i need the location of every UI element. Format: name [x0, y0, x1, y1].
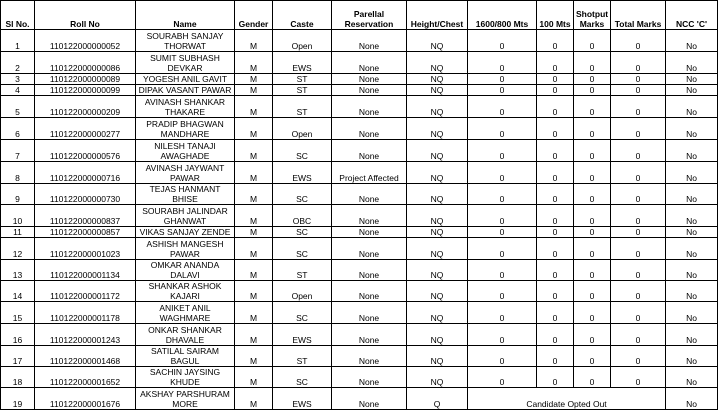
cell-caste: EWS: [273, 162, 332, 184]
cell-caste: SC: [273, 227, 332, 238]
cell-sl: 13: [1, 260, 35, 281]
cell-reservation: None: [332, 30, 407, 52]
cell-shotput: 0: [574, 30, 611, 52]
cell-total: 0: [611, 281, 666, 302]
cell-caste: SC: [273, 238, 332, 260]
cell-m1600: 0: [468, 30, 537, 52]
cell-total: 0: [611, 367, 666, 388]
cell-shotput: 0: [574, 52, 611, 74]
col-100: 100 Mts: [537, 1, 574, 30]
cell-m100: 0: [537, 140, 574, 162]
cell-roll: 110122000000576: [35, 140, 136, 162]
cell-height: NQ: [407, 227, 468, 238]
cell-m100: 0: [537, 281, 574, 302]
cell-total: 0: [611, 324, 666, 346]
cell-shotput: 0: [574, 260, 611, 281]
cell-caste: ST: [273, 74, 332, 85]
cell-m1600: 0: [468, 238, 537, 260]
col-1600: 1600/800 Mts: [468, 1, 537, 30]
cell-total: 0: [611, 227, 666, 238]
cell-m1600: 0: [468, 85, 537, 96]
cell-m100: 0: [537, 367, 574, 388]
cell-sl: 6: [1, 118, 35, 140]
cell-m100: 0: [537, 85, 574, 96]
cell-caste: EWS: [273, 324, 332, 346]
table-row: [1, 367, 718, 388]
cell-caste: Open: [273, 118, 332, 140]
cell-shotput: 0: [574, 74, 611, 85]
cell-total: 0: [611, 260, 666, 281]
cell-m100: 0: [537, 184, 574, 205]
cell-sl: 11: [1, 227, 35, 238]
cell-caste: ST: [273, 260, 332, 281]
table-row: [1, 260, 718, 281]
col-caste: Caste: [273, 1, 332, 30]
cell-height: NQ: [407, 367, 468, 388]
cell-height: NQ: [407, 85, 468, 96]
cell-gender: M: [235, 281, 273, 302]
cell-m1600: 0: [468, 302, 537, 324]
cell-sl: 4: [1, 85, 35, 96]
cell-gender: M: [235, 118, 273, 140]
cell-name: SATILAL SAIRAM BAGUL: [136, 346, 235, 367]
cell-ncc: No: [666, 367, 718, 388]
col-gender: Gender: [235, 1, 273, 30]
col-total: Total Marks: [611, 1, 666, 30]
cell-total: 0: [611, 140, 666, 162]
cell-reservation: None: [332, 388, 407, 410]
cell-height: NQ: [407, 96, 468, 118]
cell-ncc: No: [666, 30, 718, 52]
cell-gender: M: [235, 30, 273, 52]
cell-shotput: 0: [574, 184, 611, 205]
cell-name: ANIKET ANIL WAGHMARE: [136, 302, 235, 324]
cell-gender: M: [235, 96, 273, 118]
cell-m100: 0: [537, 74, 574, 85]
cell-m100: 0: [537, 118, 574, 140]
table-row: [1, 162, 718, 184]
cell-total: 0: [611, 162, 666, 184]
cell-m100: 0: [537, 30, 574, 52]
cell-sl: 8: [1, 162, 35, 184]
cell-sl: 17: [1, 346, 35, 367]
cell-total: 0: [611, 30, 666, 52]
cell-gender: M: [235, 238, 273, 260]
table-body: [1, 30, 718, 410]
cell-total: 0: [611, 52, 666, 74]
cell-height: NQ: [407, 162, 468, 184]
cell-roll: 110122000000730: [35, 184, 136, 205]
cell-roll: 110122000000052: [35, 30, 136, 52]
cell-roll: 110122000001652: [35, 367, 136, 388]
cell-roll: 110122000001172: [35, 281, 136, 302]
cell-reservation: None: [332, 227, 407, 238]
cell-name: SHANKAR ASHOK KAJARI: [136, 281, 235, 302]
table-row: [1, 227, 718, 238]
cell-reservation: None: [332, 238, 407, 260]
cell-roll: 110122000000837: [35, 205, 136, 227]
cell-caste: SC: [273, 367, 332, 388]
cell-gender: M: [235, 302, 273, 324]
cell-roll: 110122000001468: [35, 346, 136, 367]
cell-gender: M: [235, 162, 273, 184]
cell-name: SOURABH JALINDAR GHANWAT: [136, 205, 235, 227]
table-row: [1, 74, 718, 85]
cell-ncc: No: [666, 302, 718, 324]
cell-reservation: None: [332, 260, 407, 281]
cell-height: NQ: [407, 140, 468, 162]
table-row: [1, 324, 718, 346]
cell-m1600: 0: [468, 205, 537, 227]
cell-gender: M: [235, 140, 273, 162]
cell-shotput: 0: [574, 302, 611, 324]
cell-shotput: 0: [574, 281, 611, 302]
cell-m100: 0: [537, 96, 574, 118]
cell-sl: 18: [1, 367, 35, 388]
cell-ncc: No: [666, 162, 718, 184]
cell-ncc: No: [666, 281, 718, 302]
cell-sl: 16: [1, 324, 35, 346]
cell-reservation: None: [332, 140, 407, 162]
col-name: Name: [136, 1, 235, 30]
table-row: [1, 184, 718, 205]
cell-gender: M: [235, 346, 273, 367]
cell-ncc: No: [666, 346, 718, 367]
cell-ncc: No: [666, 324, 718, 346]
table-row: [1, 238, 718, 260]
col-ncc: NCC 'C': [666, 1, 718, 30]
cell-height: NQ: [407, 260, 468, 281]
cell-m1600: 0: [468, 346, 537, 367]
cell-name: AKSHAY PARSHURAM MORE: [136, 388, 235, 410]
cell-m100: 0: [537, 205, 574, 227]
cell-height: NQ: [407, 205, 468, 227]
cell-roll: 110122000000716: [35, 162, 136, 184]
cell-total: 0: [611, 302, 666, 324]
cell-caste: ST: [273, 85, 332, 96]
cell-m1600: 0: [468, 162, 537, 184]
cell-m1600: 0: [468, 118, 537, 140]
cell-roll: 110122000001178: [35, 302, 136, 324]
cell-caste: Open: [273, 281, 332, 302]
cell-caste: Open: [273, 30, 332, 52]
cell-total: 0: [611, 205, 666, 227]
cell-shotput: 0: [574, 96, 611, 118]
cell-ncc: No: [666, 260, 718, 281]
cell-gender: M: [235, 367, 273, 388]
cell-height: NQ: [407, 74, 468, 85]
cell-m1600: 0: [468, 52, 537, 74]
cell-sl: 14: [1, 281, 35, 302]
col-height: Height/Chest: [407, 1, 468, 30]
cell-gender: M: [235, 260, 273, 281]
cell-ncc: No: [666, 96, 718, 118]
cell-sl: 19: [1, 388, 35, 410]
cell-m1600: 0: [468, 324, 537, 346]
cell-reservation: None: [332, 281, 407, 302]
cell-name: SACHIN JAYSING KHUDE: [136, 367, 235, 388]
cell-name: PRADIP BHAGWAN MANDHARE: [136, 118, 235, 140]
cell-sl: 5: [1, 96, 35, 118]
cell-roll: 110122000000209: [35, 96, 136, 118]
cell-height: NQ: [407, 118, 468, 140]
cell-ncc: No: [666, 388, 718, 410]
cell-gender: M: [235, 205, 273, 227]
cell-total: 0: [611, 96, 666, 118]
cell-reservation: None: [332, 302, 407, 324]
col-shotput: Shotput Marks: [574, 1, 611, 30]
cell-total: 0: [611, 85, 666, 96]
cell-gender: M: [235, 184, 273, 205]
cell-shotput: 0: [574, 85, 611, 96]
cell-reservation: None: [332, 118, 407, 140]
cell-shotput: 0: [574, 162, 611, 184]
cell-height: NQ: [407, 302, 468, 324]
cell-m1600: 0: [468, 367, 537, 388]
cell-m100: 0: [537, 238, 574, 260]
cell-reservation: None: [332, 74, 407, 85]
cell-name: TEJAS HANMANT BHISE: [136, 184, 235, 205]
cell-roll: 110122000000277: [35, 118, 136, 140]
cell-name: NILESH TANAJI AWAGHADE: [136, 140, 235, 162]
cell-m1600: 0: [468, 260, 537, 281]
col-reservation: Parellal Reservation: [332, 1, 407, 30]
cell-total: 0: [611, 74, 666, 85]
cell-roll: 110122000000099: [35, 85, 136, 96]
cell-roll: 110122000001134: [35, 260, 136, 281]
cell-total: 0: [611, 118, 666, 140]
cell-name: VIKAS SANJAY ZENDE: [136, 227, 235, 238]
header-row: [1, 1, 718, 30]
cell-shotput: 0: [574, 140, 611, 162]
cell-height: NQ: [407, 346, 468, 367]
cell-total: 0: [611, 238, 666, 260]
cell-reservation: None: [332, 96, 407, 118]
table-row: [1, 205, 718, 227]
cell-name: AVINASH JAYWANT PAWAR: [136, 162, 235, 184]
table-row: [1, 118, 718, 140]
cell-caste: SC: [273, 184, 332, 205]
cell-ncc: No: [666, 118, 718, 140]
col-sl: Sl No.: [1, 1, 35, 30]
cell-ncc: No: [666, 227, 718, 238]
cell-shotput: 0: [574, 238, 611, 260]
table-row: [1, 302, 718, 324]
cell-sl: 15: [1, 302, 35, 324]
cell-height: NQ: [407, 30, 468, 52]
cell-total: 0: [611, 184, 666, 205]
cell-name: SUMIT SUBHASH DEVKAR: [136, 52, 235, 74]
cell-m100: 0: [537, 260, 574, 281]
cell-roll: 110122000000089: [35, 74, 136, 85]
cell-height: Q: [407, 388, 468, 410]
cell-ncc: No: [666, 74, 718, 85]
cell-ncc: No: [666, 140, 718, 162]
cell-roll: 110122000000086: [35, 52, 136, 74]
cell-reservation: None: [332, 85, 407, 96]
cell-m100: 0: [537, 324, 574, 346]
table-row: [1, 30, 718, 52]
cell-roll: 110122000001676: [35, 388, 136, 410]
cell-sl: 2: [1, 52, 35, 74]
cell-shotput: 0: [574, 367, 611, 388]
table-row: [1, 52, 718, 74]
cell-m100: 0: [537, 227, 574, 238]
cell-m1600: 0: [468, 96, 537, 118]
cell-sl: 1: [1, 30, 35, 52]
cell-name: AVINASH SHANKAR THAKARE: [136, 96, 235, 118]
cell-m100: 0: [537, 162, 574, 184]
cell-height: NQ: [407, 281, 468, 302]
cell-caste: SC: [273, 302, 332, 324]
cell-name: OMKAR ANANDA DALAVI: [136, 260, 235, 281]
cell-gender: M: [235, 52, 273, 74]
cell-reservation: None: [332, 324, 407, 346]
table-row: [1, 85, 718, 96]
cell-m1600: 0: [468, 281, 537, 302]
cell-roll: 110122000001243: [35, 324, 136, 346]
cell-caste: OBC: [273, 205, 332, 227]
cell-sl: 10: [1, 205, 35, 227]
cell-sl: 3: [1, 74, 35, 85]
table-row: [1, 388, 718, 410]
cell-m1600: 0: [468, 184, 537, 205]
cell-reservation: None: [332, 346, 407, 367]
cell-shotput: 0: [574, 324, 611, 346]
cell-name: ASHISH MANGESH PAWAR: [136, 238, 235, 260]
col-roll: Roll No: [35, 1, 136, 30]
cell-ncc: No: [666, 184, 718, 205]
cell-gender: M: [235, 227, 273, 238]
cell-m100: 0: [537, 302, 574, 324]
cell-gender: M: [235, 74, 273, 85]
cell-name: SOURABH SANJAY THORWAT: [136, 30, 235, 52]
cell-height: NQ: [407, 184, 468, 205]
cell-name: YOGESH ANIL GAVIT: [136, 74, 235, 85]
cell-reservation: None: [332, 52, 407, 74]
cell-m1600: 0: [468, 227, 537, 238]
table-row: [1, 281, 718, 302]
cell-caste: SC: [273, 140, 332, 162]
cell-shotput: 0: [574, 227, 611, 238]
cell-height: NQ: [407, 52, 468, 74]
table-row: [1, 346, 718, 367]
cell-shotput: 0: [574, 118, 611, 140]
cell-m100: 0: [537, 346, 574, 367]
cell-caste: ST: [273, 346, 332, 367]
cell-ncc: No: [666, 52, 718, 74]
cell-shotput: 0: [574, 346, 611, 367]
cell-caste: EWS: [273, 388, 332, 410]
cell-reservation: None: [332, 184, 407, 205]
cell-gender: M: [235, 85, 273, 96]
cell-gender: M: [235, 324, 273, 346]
cell-total: 0: [611, 346, 666, 367]
cell-roll: 110122000000857: [35, 227, 136, 238]
cell-sl: 9: [1, 184, 35, 205]
cell-caste: EWS: [273, 52, 332, 74]
cell-reservation: None: [332, 205, 407, 227]
cell-ncc: No: [666, 205, 718, 227]
cell-reservation: Project Affected: [332, 162, 407, 184]
cell-sl: 12: [1, 238, 35, 260]
cell-ncc: No: [666, 238, 718, 260]
cell-name: ONKAR SHANKAR DHAVALE: [136, 324, 235, 346]
cell-m1600: 0: [468, 140, 537, 162]
table-row: [1, 96, 718, 118]
cell-height: NQ: [407, 324, 468, 346]
table-row: [1, 140, 718, 162]
cell-m100: 0: [537, 52, 574, 74]
cell-reservation: None: [332, 367, 407, 388]
cell-name: DIPAK VASANT PAWAR: [136, 85, 235, 96]
cell-gender: M: [235, 388, 273, 410]
opted-out-note: Candidate Opted Out: [468, 388, 666, 410]
cell-caste: ST: [273, 96, 332, 118]
cell-height: NQ: [407, 238, 468, 260]
cell-sl: 7: [1, 140, 35, 162]
cell-roll: 110122000001023: [35, 238, 136, 260]
cell-shotput: 0: [574, 205, 611, 227]
cell-ncc: No: [666, 85, 718, 96]
cell-m1600: 0: [468, 74, 537, 85]
